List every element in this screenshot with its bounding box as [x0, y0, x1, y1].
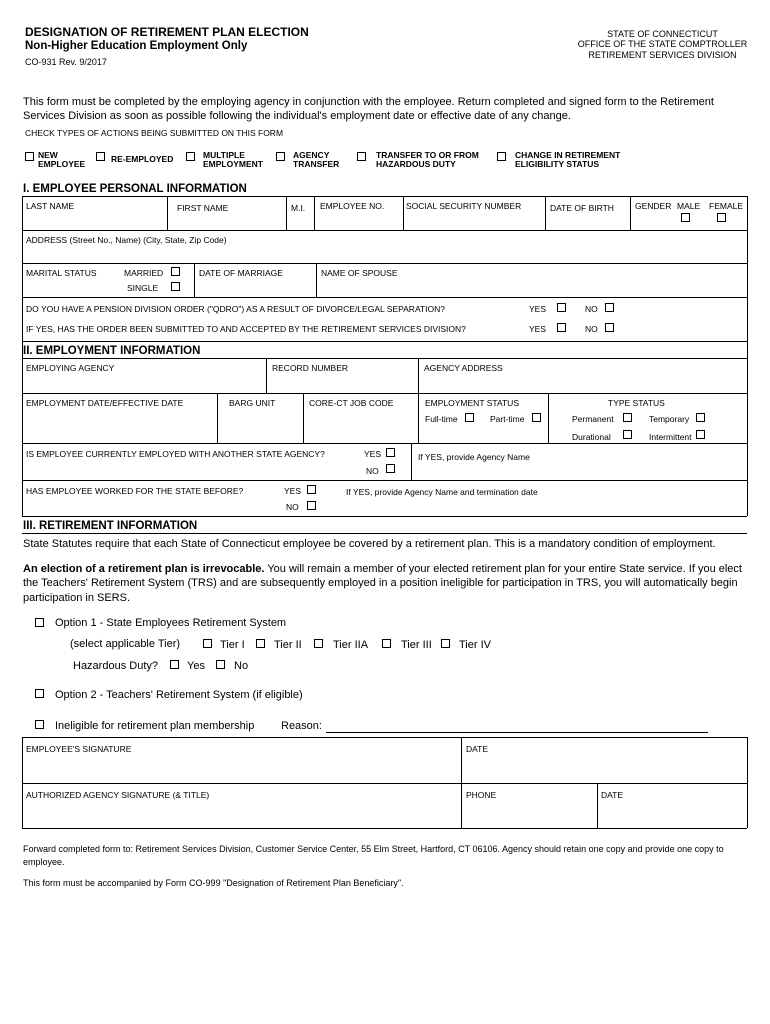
first-name-label: FIRST NAME — [177, 203, 229, 213]
qdro-question: DO YOU HAVE A PENSION DIVISION ORDER ("QDRO") AS A RESULT OF DIVORCE/LEGAL SEPARATION? — [26, 304, 446, 314]
phone-label: PHONE — [466, 790, 497, 800]
option-2-label: Option 2 - Teachers' Retirement System (if eligible) — [55, 689, 303, 701]
section-3-heading: III. RETIREMENT INFORMATION — [23, 520, 198, 532]
employee-no-label: EMPLOYEE NO. — [320, 201, 385, 211]
ssn-label: SOCIAL SECURITY NUMBER — [406, 201, 522, 211]
employee-sign-date-label: DATE — [466, 744, 489, 754]
agency-line-1: STATE OF CONNECTICUT — [607, 29, 718, 39]
single-label: SINGLE — [127, 283, 159, 293]
intro-text: This form must be completed by the employing agency in conjunction with the employee. Return completed and signed form to the Retirement Services Division as soon as possible following the individual's employment date or effective date of any change. — [23, 96, 714, 123]
durational-checkbox[interactable] — [623, 430, 632, 439]
barg-unit-label: BARG UNIT — [229, 398, 276, 408]
male-label: MALE — [677, 201, 701, 211]
form-title: DESIGNATION OF RETIREMENT PLAN ELECTION — [25, 25, 309, 39]
durational-label: Durational — [572, 432, 611, 442]
employment-status-label: EMPLOYMENT STATUS — [425, 398, 519, 408]
tier-2a-checkbox[interactable] — [314, 639, 323, 648]
form-number: CO-931 Rev. 9/2017 — [25, 57, 107, 67]
full-time-checkbox[interactable] — [465, 413, 474, 422]
marital-status-label: MARITAL STATUS — [26, 268, 97, 278]
temporary-label: Temporary — [649, 414, 690, 424]
dob-label: DATE OF BIRTH — [550, 203, 614, 213]
agency-sign-date-label: DATE — [601, 790, 624, 800]
hazardous-duty-label: Hazardous Duty? — [73, 660, 158, 672]
agency-line-2: OFFICE OF THE STATE COMPTROLLER — [577, 39, 748, 50]
tier-4-label: Tier IV — [459, 639, 491, 651]
re-employed-checkbox[interactable] — [96, 152, 105, 161]
hazardous-duty-transfer-label: TRANSFER TO OR FROM HAZARDOUS DUTY — [376, 150, 479, 170]
record-number-label: RECORD NUMBER — [272, 363, 349, 373]
section-1-heading: I. EMPLOYEE PERSONAL INFORMATION — [23, 183, 247, 195]
agency-line-3: RETIREMENT SERVICES DIVISION — [588, 49, 737, 60]
male-checkbox[interactable] — [681, 213, 690, 222]
hazardous-duty-transfer-checkbox[interactable] — [357, 152, 366, 161]
forward-instructions: Forward completed form to: Retirement Services Division, Customer Service Center, 55 Elm Street, Hartford, CT 06106. Agency should retain one copy and provide one copy to employee. — [23, 844, 724, 867]
qdro-submitted-no-checkbox[interactable] — [605, 323, 614, 332]
worked-before-question: HAS EMPLOYEE WORKED FOR THE STATE BEFORE? — [26, 486, 244, 496]
eligibility-change-checkbox[interactable] — [497, 152, 506, 161]
irrevocable-text — [23, 562, 753, 605]
worked-before-yes-checkbox[interactable] — [307, 485, 316, 494]
multiple-employment-label: MULTIPLE EMPLOYMENT — [203, 150, 263, 170]
form-subtitle: Non-Higher Education Employment Only — [25, 40, 248, 52]
worked-before-yes-label: YES — [284, 486, 302, 496]
worked-before-no-label: NO — [286, 502, 299, 512]
agency-transfer-checkbox[interactable] — [276, 152, 285, 161]
gender-label: GENDER — [635, 201, 672, 211]
single-checkbox[interactable] — [171, 282, 180, 291]
agency-signature-label: AUTHORIZED AGENCY SIGNATURE (& TITLE) — [26, 790, 210, 800]
ineligible-checkbox[interactable] — [35, 720, 44, 729]
qdro-no-label: NO — [585, 304, 598, 314]
employing-agency-label: EMPLOYING AGENCY — [26, 363, 115, 373]
accompany-note: This form must be accompanied by Form CO-999 "Designation of Retirement Plan Beneficiary". — [23, 878, 404, 888]
tier-1-checkbox[interactable] — [203, 639, 212, 648]
re-employed-label: RE-EMPLOYED — [111, 154, 174, 164]
last-name-label: LAST NAME — [26, 201, 75, 211]
permanent-label: Permanent — [572, 414, 614, 424]
check-types-label: CHECK TYPES OF ACTIONS BEING SUBMITTED ON THIS FORM — [25, 128, 284, 138]
tier-2a-label: Tier IIA — [333, 639, 369, 651]
other-agency-yes-checkbox[interactable] — [386, 448, 395, 457]
tier-2-label: Tier II — [274, 639, 302, 651]
full-time-label: Full-time — [425, 414, 458, 424]
multiple-employment-checkbox[interactable] — [186, 152, 195, 161]
worked-before-no-checkbox[interactable] — [307, 501, 316, 510]
type-status-label: TYPE STATUS — [608, 398, 665, 408]
married-checkbox[interactable] — [171, 267, 180, 276]
qdro-submitted-question: IF YES, HAS THE ORDER BEEN SUBMITTED TO AND ACCEPTED BY THE RETIREMENT SERVICES DIVISION? — [26, 324, 466, 334]
other-agency-no-checkbox[interactable] — [386, 464, 395, 473]
temporary-checkbox[interactable] — [696, 413, 705, 422]
tier-3-checkbox[interactable] — [382, 639, 391, 648]
new-employee-checkbox[interactable] — [25, 152, 34, 161]
tier-3-label: Tier III — [401, 639, 432, 651]
other-agency-if-yes-label: If YES, provide Agency Name — [418, 452, 530, 462]
intermittent-checkbox[interactable] — [696, 430, 705, 439]
irrevocable-bold: An election of a retirement plan is irrevocable. — [23, 563, 265, 575]
part-time-label: Part-time — [490, 414, 525, 424]
agency-transfer-label: AGENCY TRANSFER — [293, 150, 340, 170]
reason-input-line[interactable] — [326, 732, 708, 733]
select-tier-label: (select applicable Tier) — [70, 638, 181, 650]
reason-label: Reason: — [281, 720, 322, 732]
qdro-submitted-no-label: NO — [585, 324, 598, 334]
worked-before-if-yes-label: If YES, provide Agency Name and termination date — [346, 487, 538, 497]
option-1-label: Option 1 - State Employees Retirement System — [55, 617, 287, 629]
married-label: MARRIED — [124, 268, 164, 278]
option-1-checkbox[interactable] — [35, 618, 44, 627]
qdro-yes-checkbox[interactable] — [557, 303, 566, 312]
option-2-checkbox[interactable] — [35, 689, 44, 698]
tier-2-checkbox[interactable] — [256, 639, 265, 648]
intermittent-label: Intermittent — [649, 432, 692, 442]
section-2-heading: II. EMPLOYMENT INFORMATION — [23, 345, 201, 357]
hazardous-no-label: No — [234, 660, 249, 672]
other-agency-no-label: NO — [366, 466, 379, 476]
irrevocable-rest: You will remain a member of your elected retirement plan for your entire State service. If you elect the Teachers' Retirement System (TRS) and are subsequently employed in a position ineligible for participation in TRS, you will automatically begin participation in SERS. — [23, 563, 742, 604]
tier-1-label: Tier I — [220, 639, 245, 651]
qdro-submitted-yes-checkbox[interactable] — [557, 323, 566, 332]
female-label: FEMALE — [709, 201, 744, 211]
core-ct-label: CORE-CT JOB CODE — [309, 398, 394, 408]
new-employee-label: NEW EMPLOYEE — [38, 150, 86, 170]
qdro-yes-label: YES — [529, 304, 547, 314]
agency-address-label: AGENCY ADDRESS — [424, 363, 503, 373]
employee-signature-label: EMPLOYEE'S SIGNATURE — [26, 744, 132, 754]
ineligible-label: Ineligible for retirement plan membership — [55, 720, 255, 732]
permanent-checkbox[interactable] — [623, 413, 632, 422]
part-time-checkbox[interactable] — [532, 413, 541, 422]
female-checkbox[interactable] — [717, 213, 726, 222]
hazardous-yes-label: Yes — [187, 660, 205, 672]
qdro-submitted-yes-label: YES — [529, 324, 547, 334]
hazardous-yes-checkbox[interactable] — [170, 660, 179, 669]
mi-label: M.I. — [291, 203, 306, 213]
date-of-marriage-label: DATE OF MARRIAGE — [199, 268, 283, 278]
agency-header — [560, 29, 765, 60]
other-agency-question: IS EMPLOYEE CURRENTLY EMPLOYED WITH ANOTHER STATE AGENCY? — [26, 449, 325, 459]
statute-text: State Statutes require that each State of Connecticut employee be covered by a retirement plan. This is a mandatory condition of employment. — [23, 538, 716, 550]
qdro-no-checkbox[interactable] — [605, 303, 614, 312]
spouse-name-label: NAME OF SPOUSE — [321, 268, 398, 278]
employment-date-label: EMPLOYMENT DATE/EFFECTIVE DATE — [26, 398, 184, 408]
address-label: ADDRESS (Street No., Name) (City, State, Zip Code) — [26, 235, 227, 245]
hazardous-no-checkbox[interactable] — [216, 660, 225, 669]
eligibility-change-label: CHANGE IN RETIREMENT ELIGIBILITY STATUS — [515, 150, 621, 170]
other-agency-yes-label: YES — [364, 449, 382, 459]
tier-4-checkbox[interactable] — [441, 639, 450, 648]
